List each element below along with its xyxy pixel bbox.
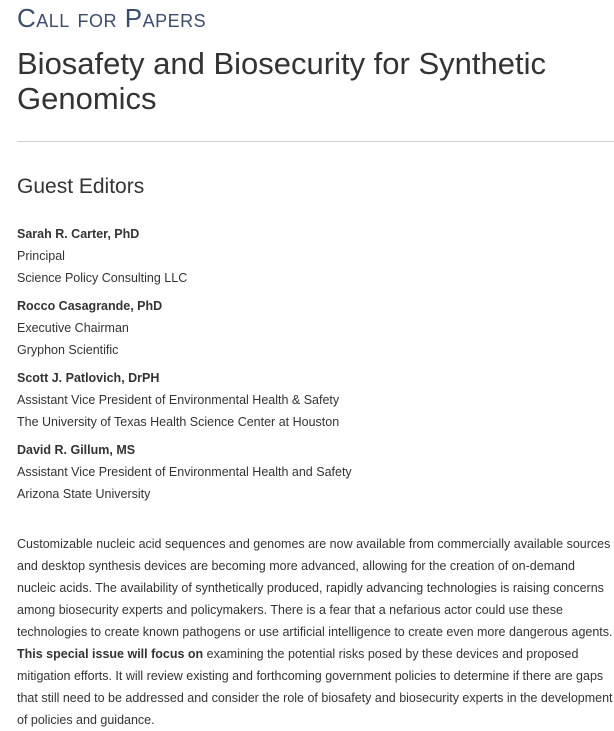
description-paragraph: [17, 533, 614, 731]
call-for-papers-kicker: Call for Papers: [17, 3, 207, 33]
editor-entry: [17, 439, 614, 505]
editor-organization: The University of Texas Health Science Center at Houston: [17, 415, 340, 429]
editor-organization: Gryphon Scientific: [17, 343, 119, 357]
header-divider: [17, 141, 614, 142]
editor-role: Executive Chairman: [17, 321, 129, 335]
description-emphasis: This special issue will focus on: [17, 647, 204, 661]
editor-entry: [17, 223, 614, 289]
editor-name: Rocco Casagrande, PhD: [17, 299, 163, 313]
editor-entry: [17, 295, 614, 361]
editor-role: Assistant Vice President of Environmental Health and Safety: [17, 465, 352, 479]
guest-editors-list: [17, 223, 614, 505]
description-text-part1: Customizable nucleic acid sequences and genomes are now available from commercially available sources and desktop synthesis devices are becoming more advanced, allowing for the creation of on-demand nucleic acids. The availability of synthetically produced, rapidly advancing technologies is raising concerns among biosecurity experts and policymakers. There is a fear that a nefarious actor could use these technologies to create known pathogens or use artificial intelligence to create even more dangerous agents.: [17, 537, 613, 639]
call-for-papers-page: [17, 0, 614, 731]
guest-editors-heading: Guest Editors: [17, 175, 145, 198]
editor-entry: [17, 367, 614, 433]
page-title: Biosafety and Biosecurity for Synthetic Genomics: [17, 46, 546, 116]
editor-name: Sarah R. Carter, PhD: [17, 227, 140, 241]
description-text-part2: examining the potential risks posed by these devices and proposed mitigation efforts. It will review existing and forthcoming government policies to determine if there are gaps that still need to be addressed and consider the role of biosafety and biosecurity experts in the development of policies and guidance.: [17, 647, 613, 727]
editor-name: Scott J. Patlovich, DrPH: [17, 371, 160, 385]
editor-organization: Arizona State University: [17, 487, 151, 501]
editor-organization: Science Policy Consulting LLC: [17, 271, 188, 285]
editor-role: Principal: [17, 249, 65, 263]
editor-role: Assistant Vice President of Environmental Health & Safety: [17, 393, 340, 407]
editor-name: David R. Gillum, MS: [17, 443, 136, 457]
